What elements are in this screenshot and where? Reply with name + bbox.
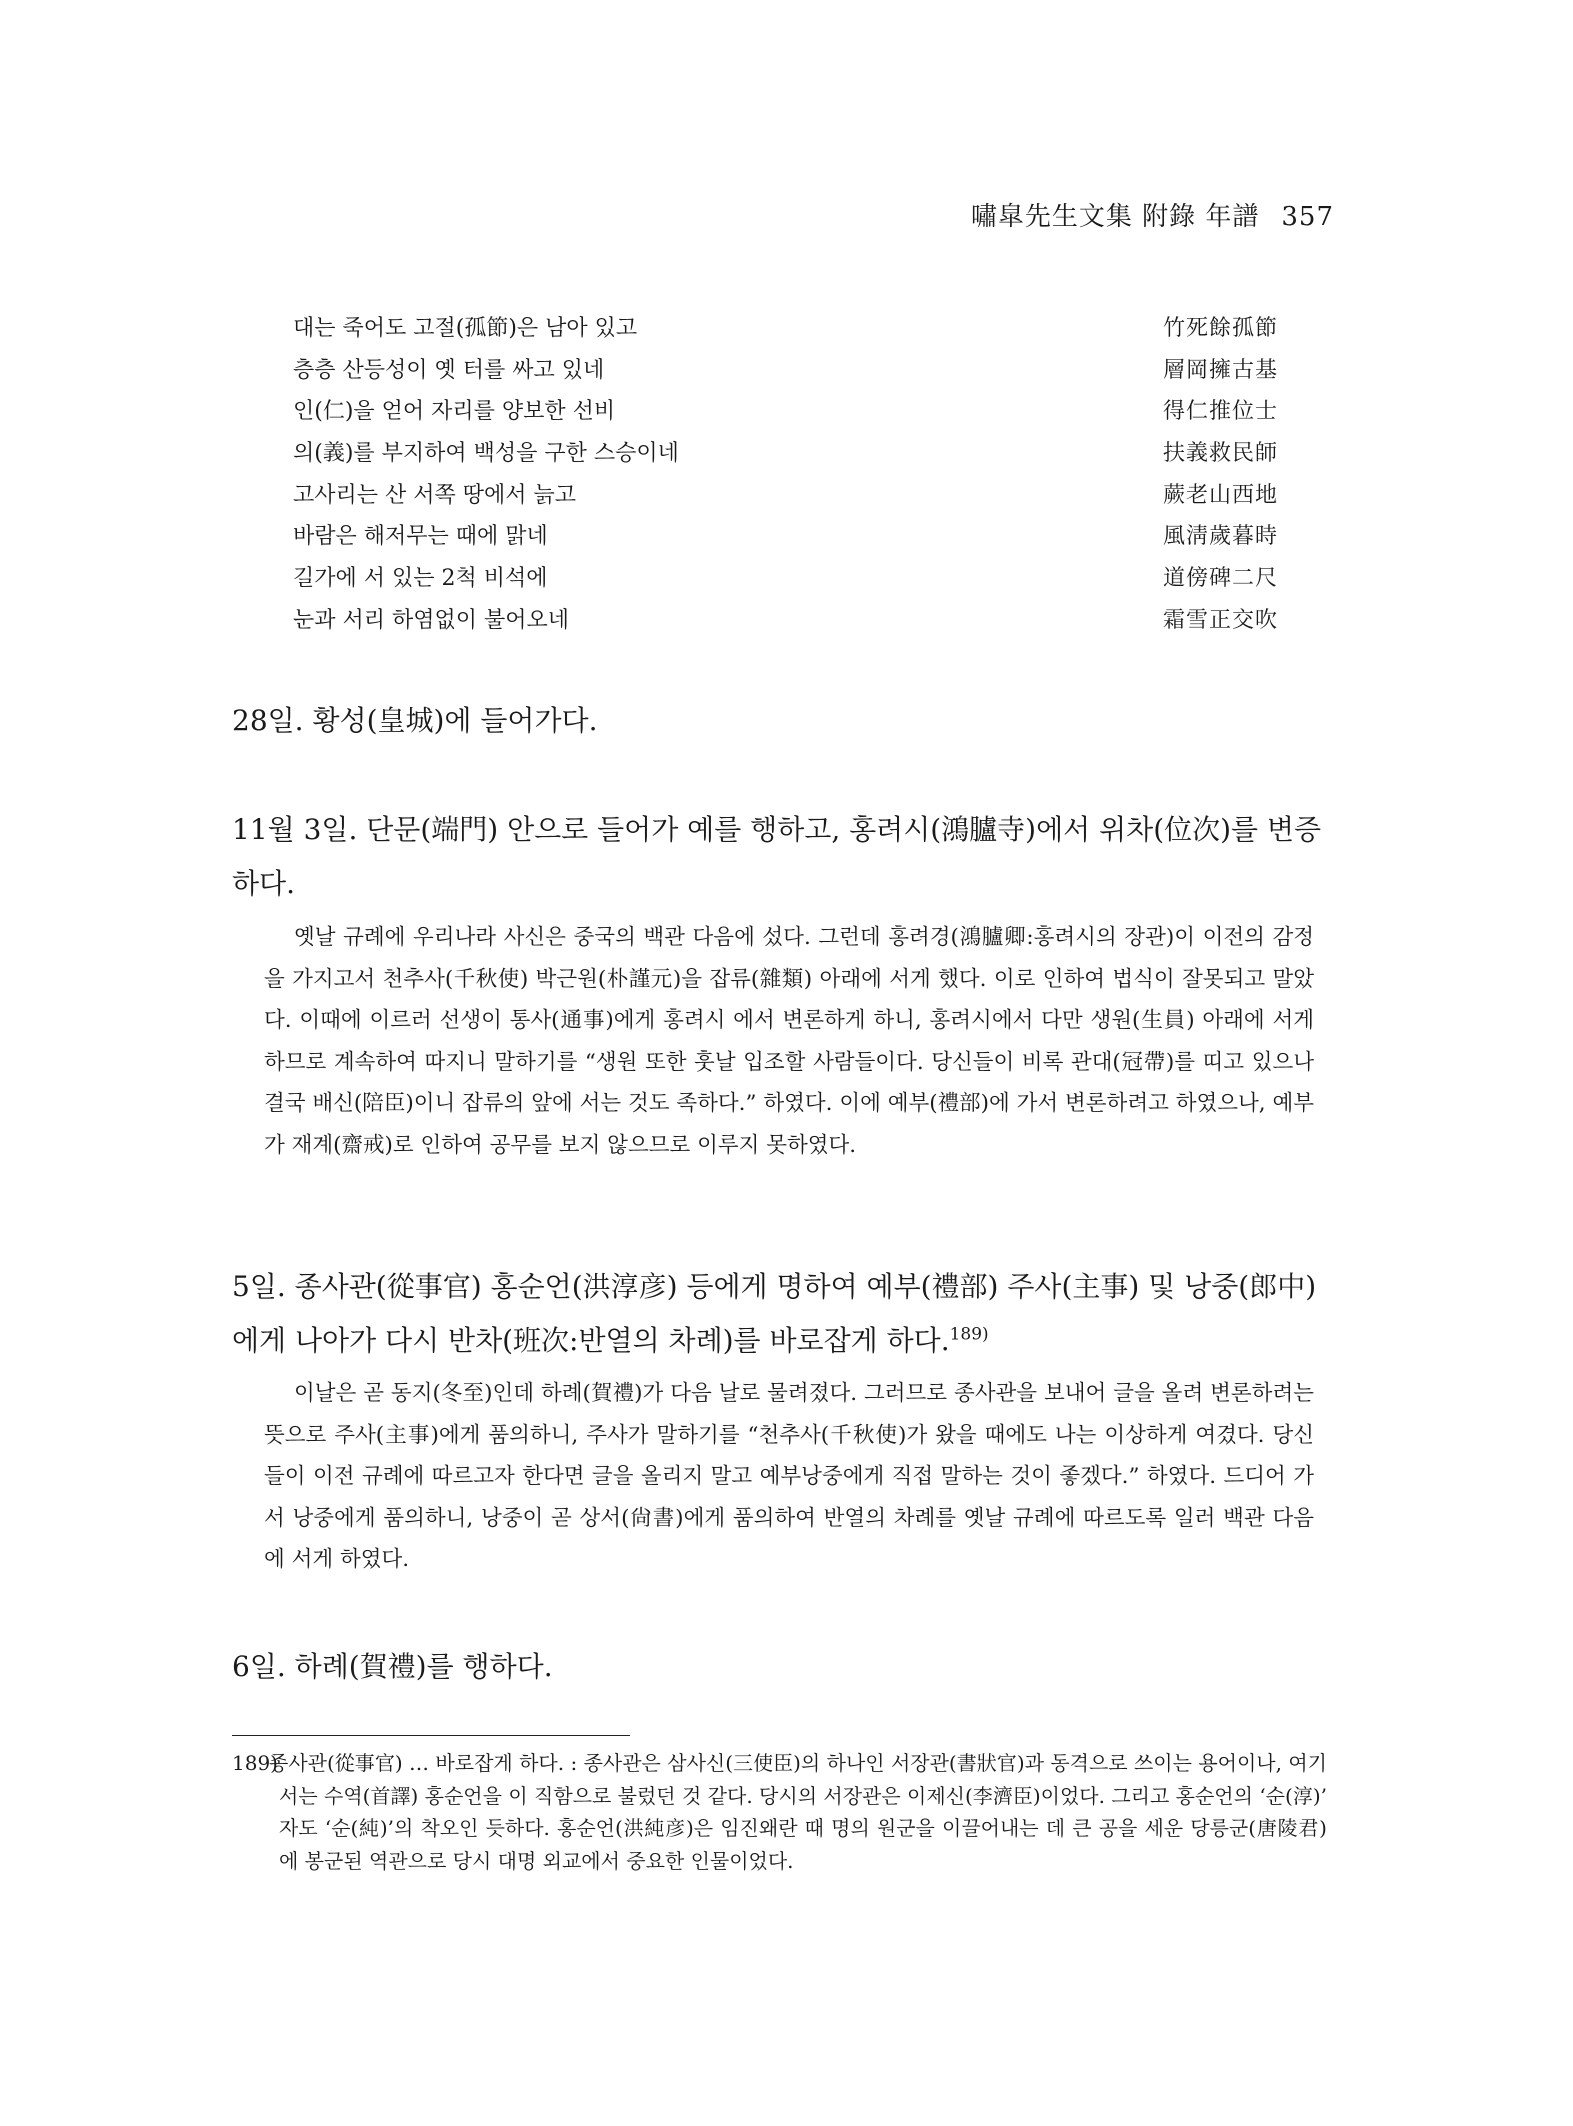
footnote-mark: 189) [232, 1751, 278, 1775]
running-header [971, 196, 1334, 233]
entry-heading-5 [232, 1260, 1332, 1368]
poem-chinese: 得仁推位士 [1162, 399, 1278, 425]
entry-body-5: 이날은 곧 동지(冬至)인데 하례(賀禮)가 다음 날로 물려졌다. 그러므로 종사관을 보내어 글을 올려 변론하려는 뜻으로 주사(主事)에게 품의하니, 주사가 말하기를 “천추사(千秋使)가 왔을 때에도 나는 이상하게 여겼다. 당신들이 이전 규례에 따르고자 한다면 글을 올리지 말고 예부낭중에게 직접 말하는 것이 좋겠다.” 하였다. 드디어 가서 낭중에게 품의하니, 낭중이 곧 상서(尙書)에게 품의하여 반열의 차례를 옛날 규례에 따르도록 일러 백관 다음에 서게 하였다. [264, 1381, 1314, 1573]
entry-heading-nov-3: 11월 3일. 단문(端門) 안으로 들어가 예를 행하고, 홍려시(鴻臚寺)에서 위차(位次)를 변증하다. [232, 813, 1322, 900]
entry-heading-6: 6일. 하례(賀禮)를 행하다. [232, 1650, 553, 1683]
poem-korean: 길가에 서 있는 2척 비석에 [293, 566, 548, 592]
entry-heading-28: 28일. 황성(皇城)에 들어가다. [232, 704, 598, 737]
poem-korean: 인(仁)을 얻어 자리를 양보한 선비 [293, 399, 616, 425]
entry-heading-5-text: 5일. 종사관(從事官) 홍순언(洪淳彦) 등에게 명하여 예부(禮部) 주사(主事) 및 낭중(郎中)에게 나아가 다시 반차(班次:반열의 차례)를 바로잡게 하다. [232, 1270, 1317, 1357]
poem-chinese: 霜雪正交吹 [1162, 607, 1278, 633]
footnote-reference: 189) [949, 1324, 989, 1345]
page-number: 357 [1281, 202, 1334, 232]
poem-chinese: 竹死餘孤節 [1162, 316, 1278, 341]
entry-body-nov-3: 옛날 규례에 우리나라 사신은 중국의 백관 다음에 섰다. 그런데 홍려경(鴻臚卿:홍려시의 장관)이 이전의 감정을 가지고서 천추사(千秋使) 박근원(朴謹元)을 잡류(雜類) 아래에 서게 했다. 이로 인하여 법식이 잘못되고 말았다. 이때에 이르러 선생이 통사(通事)에게 홍려시 에서 변론하게 하니, 홍려시에서 다만 생원(生員) 아래에 서게 하므로 계속하여 따지니 말하기를 “생원 또한 훗날 입조할 사람들이다. 당신들이 비록 관대(冠帶)를 띠고 있으나 결국 배신(陪臣)이니 잡류의 앞에 서는 것도 족하다.” 하였다. 이에 예부(禮部)에 가서 변론하려고 하였으나, 예부가 재계(齋戒)로 인하여 공무를 보지 않으므로 이루지 못하였다. [264, 925, 1314, 1158]
poem-chinese: 扶義救民師 [1162, 441, 1278, 467]
poem-chinese: 蕨老山西地 [1162, 482, 1278, 508]
poem-chinese: 層岡擁古基 [1162, 357, 1278, 383]
poem-line [293, 516, 1278, 558]
footnote-text: 종사관(從事官) … 바로잡게 하다. : 종사관은 삼사신(三使臣)의 하나인 서장관(書狀官)과 동격으로 쓰이는 용어이나, 여기서는 수역(首譯) 홍순언을 이 직함으로 불렀던 것 같다. 당시의 서장관은 이제신(李濟臣)이었다. 그리고 홍순언의 ‘순(淳)’ 자도 ‘순(純)’의 착오인 듯하다. 홍순언(洪純彦)은 임진왜란 때 명의 원군을 이끌어내는 데 큰 공을 세운 당릉군(唐陵君)에 봉군된 역관으로 당시 대명 외교에서 중요한 인물이었다. [269, 1751, 1327, 1873]
poem-line [293, 308, 1278, 350]
poem-korean: 바람은 해저무는 때에 맑네 [293, 524, 548, 550]
poem-line [293, 350, 1278, 392]
poem-line [293, 391, 1278, 433]
poem-korean: 층층 산등성이 옛 터를 싸고 있네 [293, 357, 605, 383]
poem-line [293, 558, 1278, 600]
footnote [232, 1747, 1327, 1877]
poem-chinese: 風淸歲暮時 [1162, 524, 1278, 550]
footnote-divider [232, 1735, 630, 1736]
poem-line [293, 433, 1278, 475]
header-title: 嘯皐先生文集 附錄 年譜 [970, 202, 1260, 232]
poem-block [293, 308, 1278, 642]
poem-line [293, 600, 1278, 642]
poem-chinese: 道傍碑二尺 [1162, 566, 1278, 592]
poem-korean: 대는 죽어도 고절(孤節)은 남아 있고 [293, 316, 638, 341]
poem-line [293, 475, 1278, 517]
poem-korean: 의(義)를 부지하여 백성을 구한 스승이네 [293, 441, 679, 467]
poem-korean: 고사리는 산 서쪽 땅에서 늙고 [293, 482, 576, 508]
poem-korean: 눈과 서리 하염없이 불어오네 [293, 607, 570, 633]
